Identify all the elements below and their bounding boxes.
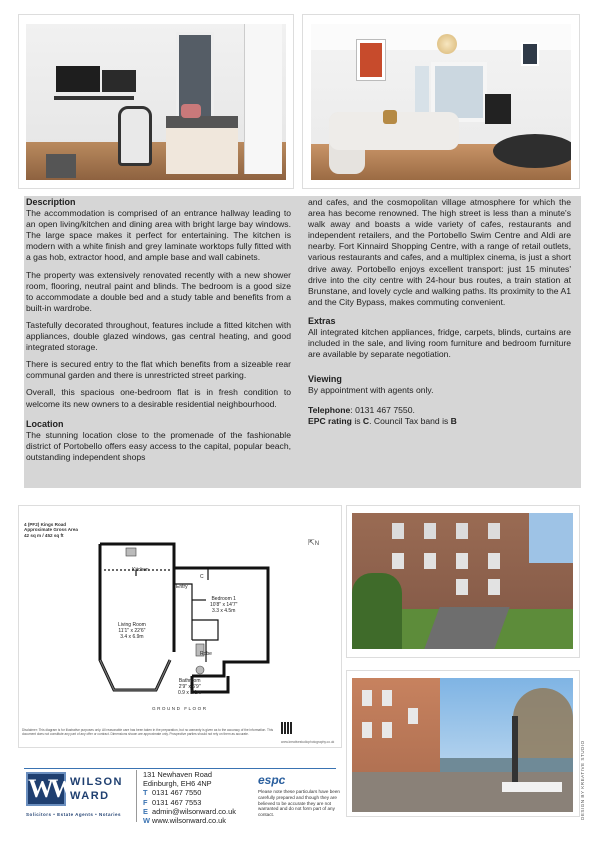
brand-name-line1: WILSON: [70, 776, 123, 788]
fax-number: 0131 467 7553: [152, 797, 202, 807]
compass-icon: ⇱N: [308, 538, 320, 547]
description-paragraph-1: The accommodation is comprised of an entrance hallway leading to an open living/kitchen and dining area with bright large bay windows. The large space makes it perfect for entertaining. The kitchen is modern with a white finish and grey laminate worktops fully fitted with a gas hob, extractor hood, and ample base and wall cabinets.: [26, 208, 291, 263]
description-paragraph-2: The property was extensively renovated recently with a new shower room, flooring, neutral paint and blinds. The bedroom is a good size to accommodate a double bed and a study table and benefits from a built-in wardrobe.: [26, 269, 291, 313]
contact-fax: [143, 798, 236, 807]
contact-block: [143, 770, 236, 825]
floorplan-url: www.kreativestudiophotography.co.uk: [281, 740, 335, 744]
telephone-number: 0131 467 7550: [152, 788, 202, 798]
bathroom-dims-imperial: 2'9" x 6'9": [178, 684, 201, 690]
bathroom-dims-metric: 0.9 x 2.1m: [178, 690, 202, 696]
address-line-1: 131 Newhaven Road: [143, 770, 213, 779]
extras-heading: Extras: [308, 315, 336, 326]
viewing-text: By appointment with agents only.: [308, 385, 434, 396]
living-dims-metric: 3.4 x 6.9m: [120, 634, 144, 640]
floorplan-title: [24, 522, 78, 538]
email-address[interactable]: admin@wilsonward.co.uk: [152, 806, 236, 816]
floor-level-label: GROUND FLOOR: [152, 706, 208, 711]
bedroom-name: Bedroom 1: [211, 596, 236, 602]
logo-letter-2: W: [50, 774, 72, 803]
contact-website: [143, 816, 236, 825]
description-right-column: [308, 197, 571, 427]
description-paragraph-3: Tastefully decorated throughout, features include a fitted kitchen with appliances, double glazed windows, gas central heating, and good integrated storage.: [26, 319, 291, 353]
epc-line: [308, 416, 571, 427]
bathroom-name: Bathroom: [178, 678, 201, 684]
council-tax-band: B: [450, 415, 457, 426]
compass-letter: N: [314, 541, 320, 547]
email-key: E: [143, 806, 148, 816]
floorplan-address: 4 (PF2) Kings Road: [24, 522, 67, 527]
brand-tagline: Solicitors • Estate Agents • Notaries: [26, 812, 122, 817]
logo-letter-1: W: [28, 774, 50, 803]
fax-key: F: [143, 797, 148, 807]
floorplan-disclaimer: Disclaimer: This diagram is for illustrative purposes only. All reasonable care has been taken in the preparation, but no warranty is given as to the accuracy of the information. This document does not constitute any part of any offer or contract. Dimensions shown are approximate only. Prospective parties should not rely on them as accurate.: [22, 728, 274, 736]
room-entry: Entry: [176, 584, 188, 590]
room-bedroom: [210, 596, 237, 614]
address-line-2: Edinburgh, EH6 4NP: [143, 779, 212, 789]
bedroom-photo: [26, 24, 286, 180]
brand-name-line2: WARD: [70, 790, 110, 802]
living-room-photo: [311, 24, 571, 180]
description-left-column: [26, 197, 291, 469]
room-cupboard: C: [200, 574, 204, 580]
bedroom-dims-imperial: 10'8" x 14'7": [210, 602, 238, 608]
espc-logo: espc: [258, 773, 286, 787]
floorplan-area-label: Approximate Gross Area: [24, 527, 78, 533]
viewing-heading: Viewing: [308, 374, 342, 385]
description-paragraph-4: There is secured entry to the flat which benefits from a sizeable rear communal garden and there is unrestricted street parking.: [26, 359, 291, 381]
telephone-line: [308, 405, 571, 416]
footer-vertical-divider: [136, 770, 137, 822]
website-key: W: [143, 816, 150, 826]
room-bathroom: [178, 678, 201, 696]
epc-is: is: [351, 415, 363, 426]
room-living: [118, 622, 146, 640]
website-link[interactable]: www.wilsonward.co.uk: [152, 816, 226, 826]
description-heading: Description: [26, 197, 76, 207]
living-name: Living Room: [118, 622, 146, 628]
floorplan-area-value: 42 sq m / 452 sq ft: [24, 532, 64, 538]
epc-label: EPC rating: [308, 415, 352, 426]
location-text-right: and cafes, and the cosmopolitan village atmosphere for which the area has become renowned. The high street is less than a minute's walk away and boasts a wide variety of cafes, restaurants and independent retailers, and the Portobello Swim Centre and Aldi are nearby. Fort Kinnaird Shopping Centre, with a range of retail outlets, various restaurants and cafes, and a multiplex cinema, is just a short drive away. Portobello enjoys excellent transport: just 15 minutes' drive into the city centre with 24-hour bus routes, a train station at Brunstane, and lovely cycle and walking paths. Its proximity to the A1 and the City Bypass, makes commuting convenient.: [308, 197, 571, 307]
street-photo: [352, 678, 573, 812]
qr-code-icon: [281, 722, 293, 734]
extras-text: All integrated kitchen appliances, fridge, carpets, blinds, curtains are included in the sale, and living room furniture and bedroom furniture are available by separate negotiation.: [308, 327, 571, 360]
telephone-label: Telephone: [308, 404, 351, 415]
epc-rating: C: [362, 415, 370, 426]
contact-email: [143, 807, 236, 816]
footer-divider: [24, 768, 336, 769]
contact-telephone: [143, 788, 236, 797]
bedroom-dims-metric: 3.3 x 4.5m: [212, 608, 236, 614]
location-text-left: The stunning location close to the promenade of the fashionable district of Portobello offers easy access to the capital, popular beach, outstanding independent shops: [26, 429, 291, 462]
description-paragraph-5: Overall, this spacious one-bedroom flat is in fresh condition to welcome its new owners to a desirable residential neighbourhood.: [26, 387, 291, 409]
design-credit: DESIGN BY KREATIVE STUDIO: [580, 740, 585, 820]
espc-disclaimer: Please note these particulars have been carefully prepared and though they are believed to be accurate they are not warranted and do not form part of any contact.: [258, 789, 340, 818]
logo-monogram: [28, 774, 72, 804]
location-heading: Location: [26, 418, 64, 429]
living-dims-imperial: 11'1" x 22'6": [118, 628, 146, 634]
telephone-key: T: [143, 788, 148, 798]
telephone-value: : 0131 467 7550.: [350, 404, 415, 415]
room-kitchen: Kitchen: [132, 567, 149, 573]
council-tax-text: . Council Tax band is: [369, 415, 451, 426]
garden-photo: [352, 513, 573, 649]
room-robe: Robe: [200, 651, 212, 657]
